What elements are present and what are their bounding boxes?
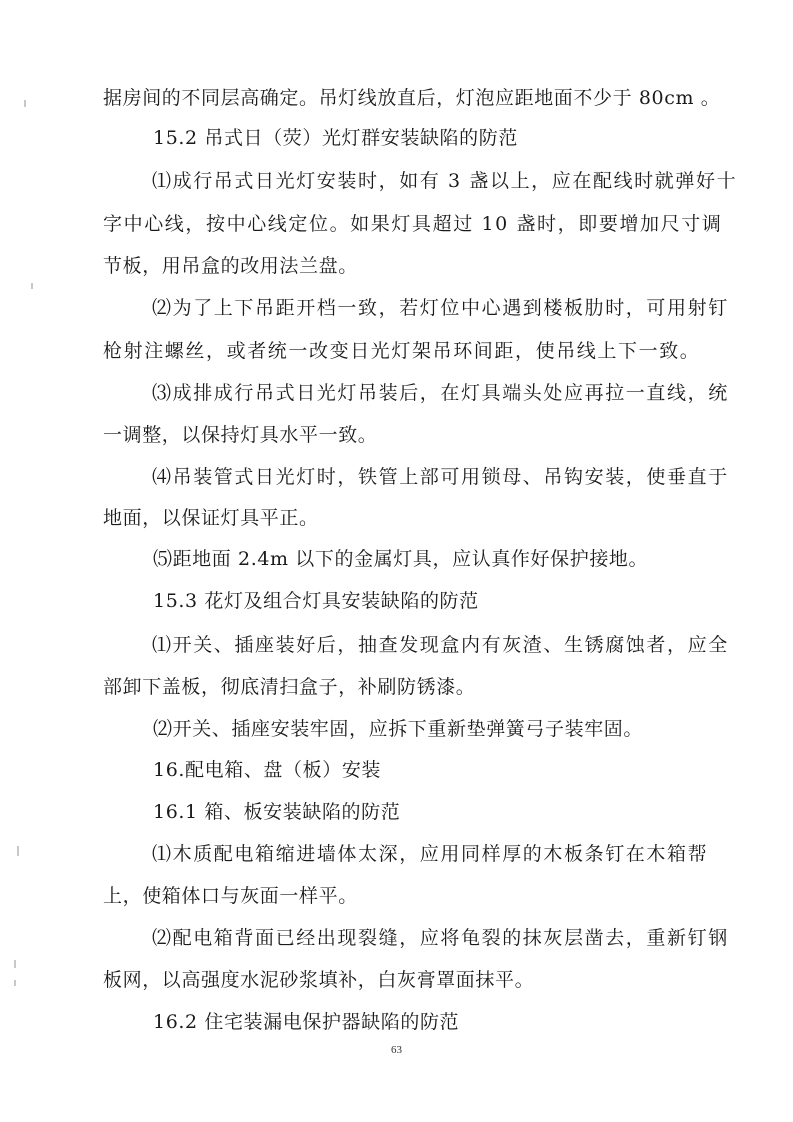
paragraph-line-15: 部卸下盖板，彻底清扫盒子，补刷防锈漆。 bbox=[103, 676, 476, 698]
scan-mark bbox=[17, 846, 19, 856]
page-number: 63 bbox=[391, 1044, 402, 1056]
paragraph-line-19: ⑴木质配电箱缩进墙体太深，应用同样厚的木板条钉在木箱帮 bbox=[152, 843, 709, 865]
section-heading-16-2: 16.2 住宅装漏电保护器缺陷的防范 bbox=[153, 1011, 460, 1033]
scan-mark bbox=[24, 100, 26, 107]
paragraph-line-5: 节板，用吊盒的改用法兰盘。 bbox=[103, 255, 358, 277]
paragraph-line-6: ⑵为了上下吊距开档一致，若灯位中心遇到楼板肋时，可用射钉 bbox=[152, 297, 729, 319]
section-heading-16-1: 16.1 箱、板安装缺陷的防范 bbox=[153, 801, 401, 823]
paragraph-line-21: ⑵配电箱背面已经出现裂缝，应将龟裂的抹灰层凿去，重新钉钢 bbox=[152, 927, 729, 949]
scan-mark bbox=[14, 980, 16, 986]
paragraph-line-11: 地面，以保证灯具平正。 bbox=[103, 507, 319, 529]
scan-mark bbox=[14, 960, 16, 968]
section-heading-16: 16.配电箱、盘（板）安装 bbox=[153, 759, 382, 781]
paragraph-line-20: 上，使箱体口与灰面一样平。 bbox=[103, 885, 358, 907]
scan-mark bbox=[31, 283, 33, 289]
paragraph-line-10: ⑷吊装管式日光灯时，铁管上部可用锁母、吊钩安装，使垂直于 bbox=[152, 466, 729, 488]
paragraph-line-16: ⑵开关、插座安装牢固，应拆下重新垫弹簧弓子装牢固。 bbox=[153, 718, 644, 740]
paragraph-line-9: 一调整，以保持灯具水平一致。 bbox=[103, 424, 378, 446]
paragraph-line-7: 枪射注螺丝，或者统一改变日光灯架吊环间距，使吊线上下一致。 bbox=[103, 340, 701, 362]
section-heading-15-2: 15.2 吊式日（荧）光灯群安装缺陷的防范 bbox=[153, 127, 518, 149]
paragraph-line-22: 板网，以高强度水泥砂浆填补，白灰膏罩面抹平。 bbox=[103, 969, 535, 991]
paragraph-line-3: ⑴成行吊式日光灯安装时，如有 3 盏以上，应在配线时就弹好十 bbox=[152, 170, 738, 192]
paragraph-line-4: 字中心线，按中心线定位。如果灯具超过 10 盏时，即要增加尺寸调 bbox=[103, 213, 723, 235]
paragraph-line-8: ⑶成排成行吊式日光灯吊装后，在灯具端头处应再拉一直线，统 bbox=[152, 382, 729, 404]
paragraph-line-1: 据房间的不同层高确定。吊灯线放直后，灯泡应距地面不少于 80cm 。 bbox=[103, 87, 721, 109]
section-heading-15-3: 15.3 花灯及组合灯具安装缺陷的防范 bbox=[153, 590, 479, 612]
paragraph-line-12: ⑸距地面 2.4m 以下的金属灯具，应认真作好保护接地。 bbox=[153, 548, 649, 570]
paragraph-line-14: ⑴开关、插座装好后，抽查发现盒内有灰渣、生锈腐蚀者，应全 bbox=[152, 634, 729, 656]
